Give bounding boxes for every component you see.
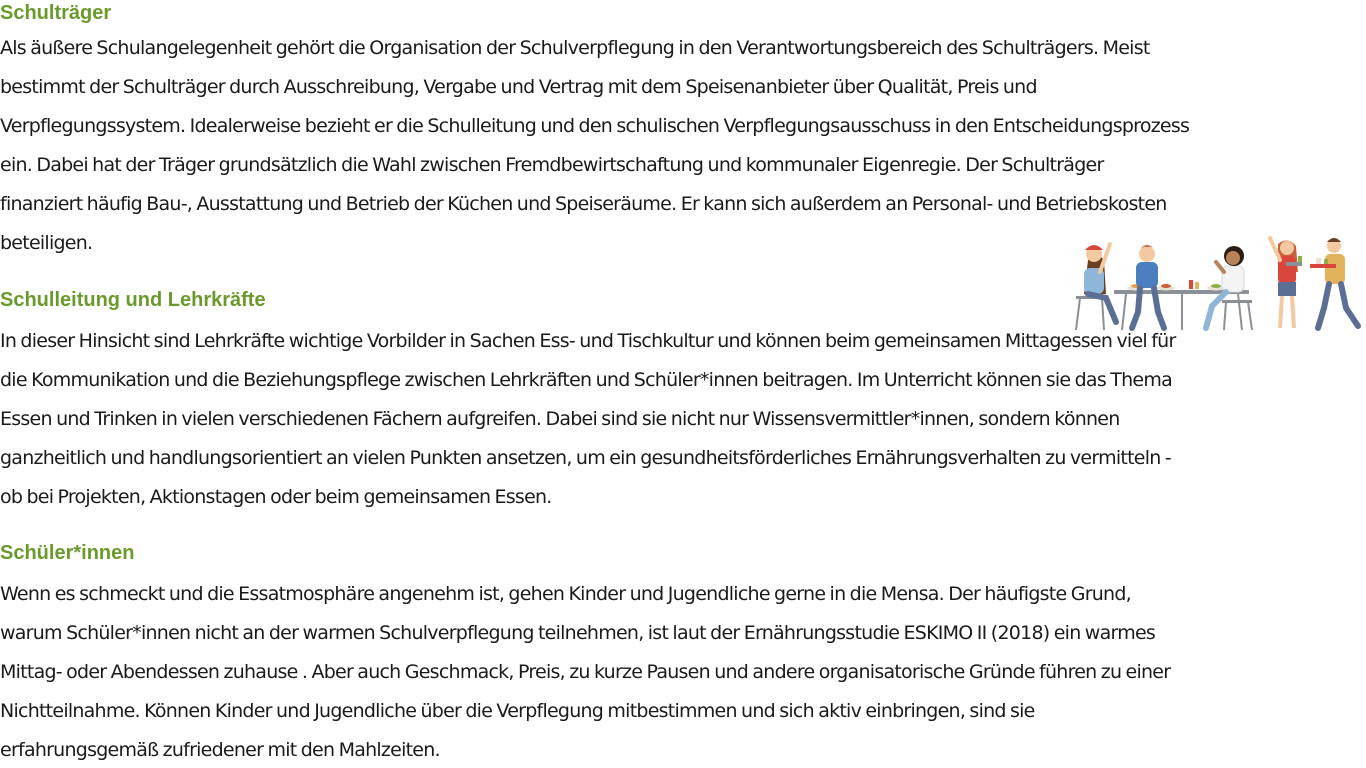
paragraph-line: Als äußere Schulangelegenheit gehört die Organisation der Schulverpflegung in den Verantwortungsbereich des Schulträgers. Meist [0, 37, 1150, 59]
paragraph-schuelerinnen [0, 575, 1366, 768]
paragraph-line: Mittag- oder Abendessen zuhause . Aber auch Geschmack, Preis, zu kurze Pausen und andere organisatorische Gründe führen zu einer [0, 661, 1171, 683]
paragraph-line: die Kommunikation und die Beziehungspflege zwischen Lehrkräften und Schüler*innen beitragen. Im Unterricht können sie das Thema [0, 369, 1172, 391]
paragraph-line: warum Schüler*innen nicht an der warmen Schulverpflegung teilnehmen, ist laut der Ernährungsstudie ESKIMO II (2018) ein warmes [0, 622, 1156, 644]
paragraph-line: Nichtteilnahme. Können Kinder und Jugendliche über die Verpflegung mitbestimmen und sich aktiv einbringen, sind sie [0, 700, 1035, 722]
heading-schuelerinnen: Schüler*innen [0, 542, 135, 564]
paragraph-line: finanziert häufig Bau-, Ausstattung und Betrieb der Küchen und Speiseräume. Er kann sich außerdem an Personal- und Betriebskosten [0, 193, 1167, 215]
paragraph-schultraeger [0, 29, 1366, 263]
student-figure-4 [1270, 238, 1302, 328]
paragraph-line: bestimmt der Schulträger durch Ausschreibung, Vergabe und Vertrag mit dem Speisenanbieter über Qualität, Preis und [0, 76, 1037, 98]
paragraph-line: erfahrungsgemäß zufriedener mit den Mahlzeiten. [0, 739, 440, 761]
paragraph-line: Essen und Trinken in vielen verschiedenen Fächern aufgreifen. Dabei sind sie nicht nur Wissensvermittler*innen, sondern können [0, 408, 1120, 430]
paragraph-line: In dieser Hinsicht sind Lehrkräfte wichtige Vorbilder in Sachen Ess- und Tischkultur und können beim gemeinsamen Mittagessen viel für [0, 330, 1176, 352]
students-eating-at-table-illustration [1066, 232, 1366, 334]
heading-schultraeger: Schulträger [0, 2, 112, 24]
student-figure-1 [1076, 244, 1116, 330]
paragraph-line: ein. Dabei hat der Träger grundsätzlich die Wahl zwischen Fremdbewirtschaftung und kommunaler Eigenregie. Der Schulträger [0, 154, 1104, 176]
paragraph-line: beteiligen. [0, 232, 93, 254]
heading-schulleitung-und-lehrkraefte: Schulleitung und Lehrkräfte [0, 289, 266, 311]
paragraph-line: Wenn es schmeckt und die Essatmosphäre angenehm ist, gehen Kinder und Jugendliche gerne in die Mensa. Der häufigste Grund, [0, 583, 1131, 605]
student-figure-5 [1310, 238, 1358, 328]
paragraph-line: Verpflegungssystem. Idealerweise bezieht er die Schulleitung und den schulischen Verpflegungsausschuss in den Entscheidungsprozess [0, 115, 1190, 137]
paragraph-line: ganzheitlich und handlungsorientiert an vielen Punkten ansetzen, um ein gesundheitsförderliches Ernährungsverhalten zu vermitteln - [0, 447, 1171, 469]
paragraph-line: ob bei Projekten, Aktionstagen oder beim gemeinsamen Essen. [0, 486, 552, 508]
paragraph-schulleitung-und-lehrkraefte [0, 322, 1366, 517]
